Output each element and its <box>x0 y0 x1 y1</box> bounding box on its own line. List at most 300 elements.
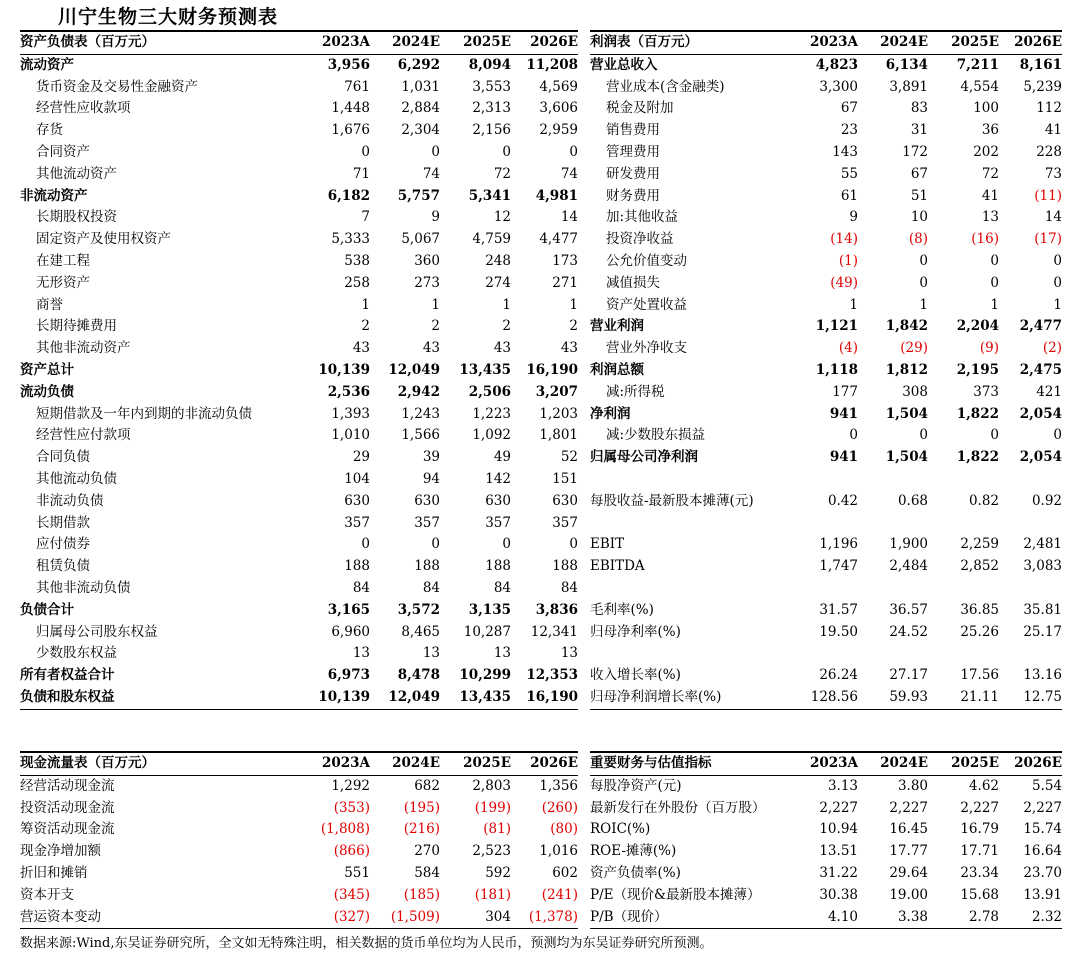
value-cell: 1,801 <box>539 427 578 444</box>
value-cell <box>858 513 928 535</box>
table-row <box>590 316 1062 338</box>
value-cell: 177 <box>832 383 858 400</box>
value-cell: 551 <box>344 864 370 881</box>
year-header: 2026E <box>511 31 578 54</box>
value-cell: 0.68 <box>897 492 928 509</box>
value-cell: (11) <box>1034 187 1062 204</box>
source-note: 数据来源:Wind,东吴证券研究所，全文如无特殊注明，相关数据的货币单位均为人民币，预测均为东吴证券研究所预测。 <box>20 936 713 951</box>
row-label: 资产总计 <box>20 361 74 378</box>
value-cell: 21.11 <box>928 687 999 709</box>
table-header-row <box>590 752 1062 775</box>
value-cell: 19.00 <box>889 886 928 903</box>
value-cell <box>800 469 858 491</box>
value-cell: 1,504 <box>885 405 928 422</box>
value-cell: (16) <box>971 231 999 248</box>
value-cell <box>999 469 1062 491</box>
value-cell: 74 <box>422 165 440 182</box>
value-cell: 7,211 <box>956 56 999 73</box>
value-cell <box>999 643 1062 665</box>
table-row <box>20 98 578 120</box>
value-cell: 83 <box>910 100 928 117</box>
value-cell: 31 <box>910 122 928 139</box>
cash-flow-table <box>20 751 578 929</box>
row-label: 长期股权投资 <box>36 209 117 226</box>
value-cell: 6,292 <box>397 56 440 73</box>
value-cell: 0 <box>361 143 370 160</box>
value-cell: 5,757 <box>397 187 440 204</box>
year-header: 2024E <box>858 31 928 54</box>
value-cell: 67 <box>840 100 858 117</box>
value-cell: (260) <box>541 799 578 816</box>
value-cell: 84 <box>352 579 370 596</box>
value-cell: (1,378) <box>511 907 578 929</box>
table-row <box>20 273 578 295</box>
row-label: 应付债券 <box>36 536 90 553</box>
year-header: 2023A <box>800 752 858 775</box>
table-row <box>590 819 1062 841</box>
value-cell: 0 <box>919 252 928 269</box>
value-cell <box>928 469 999 491</box>
row-label: 最新发行在外股份（百万股） <box>590 799 766 816</box>
value-cell: (4) <box>838 340 858 357</box>
row-label: 合同负债 <box>36 449 90 466</box>
row-label: 其他流动资产 <box>36 165 117 182</box>
table-row <box>20 142 578 164</box>
value-cell <box>858 643 928 665</box>
table-row <box>590 447 1062 469</box>
value-cell: 43 <box>422 340 440 357</box>
value-cell: 61 <box>840 187 858 204</box>
value-cell: (185) <box>403 886 440 903</box>
value-cell: 6,960 <box>331 623 370 640</box>
value-cell: 584 <box>414 864 440 881</box>
table-row <box>590 251 1062 273</box>
value-cell: 13 <box>560 645 578 662</box>
value-cell: 9 <box>431 209 440 226</box>
value-cell: 72 <box>493 165 511 182</box>
value-cell: 24.52 <box>889 623 928 640</box>
value-cell: 2,803 <box>472 777 511 794</box>
value-cell: 1,900 <box>889 536 928 553</box>
value-cell: 271 <box>552 274 578 291</box>
value-cell: (199) <box>474 799 511 816</box>
year-header: 2023A <box>302 752 370 775</box>
table-row <box>20 578 578 600</box>
value-cell: 761 <box>344 78 370 95</box>
table-row <box>590 556 1062 578</box>
row-label: 无形资产 <box>36 274 90 291</box>
row-label: 投资活动现金流 <box>20 799 115 816</box>
value-cell: 112 <box>1036 100 1062 117</box>
value-cell: (181) <box>474 886 511 903</box>
table-row <box>20 338 578 360</box>
row-label: 减:少数股东损益 <box>606 427 706 444</box>
value-cell: (327) <box>302 907 370 929</box>
value-cell: 3,606 <box>539 100 578 117</box>
value-cell: 1,196 <box>819 536 858 553</box>
table-row <box>590 77 1062 99</box>
value-cell: (1,808) <box>320 821 370 838</box>
value-cell: 26.24 <box>819 667 858 684</box>
table-row <box>590 120 1062 142</box>
value-cell: 1,118 <box>815 361 858 378</box>
row-label: P/B（现价） <box>590 907 800 929</box>
value-cell: 8,465 <box>401 623 440 640</box>
value-cell: 72 <box>981 165 999 182</box>
value-cell <box>999 513 1062 535</box>
value-cell: 188 <box>552 558 578 575</box>
value-cell <box>858 469 928 491</box>
row-label: 税金及附加 <box>606 100 674 117</box>
value-cell: 357 <box>414 514 440 531</box>
value-cell: (80) <box>550 821 578 838</box>
value-cell: 2,304 <box>401 122 440 139</box>
value-cell: 3,553 <box>472 78 511 95</box>
value-cell: 1,822 <box>956 405 999 422</box>
value-cell: (81) <box>483 821 511 838</box>
value-cell: 2 <box>431 318 440 335</box>
table-row <box>590 841 1062 863</box>
value-cell: 19.50 <box>819 623 858 640</box>
row-label: 合同资产 <box>36 143 90 160</box>
table-row <box>20 556 578 578</box>
year-header: 2025E <box>928 752 999 775</box>
value-cell: 630 <box>344 492 370 509</box>
row-label: 在建工程 <box>36 252 90 269</box>
value-cell: 29.64 <box>889 864 928 881</box>
row-label: 营业总收入 <box>590 56 658 73</box>
row-label: 长期待摊费用 <box>36 318 117 335</box>
value-cell: 3,572 <box>397 601 440 618</box>
value-cell: 16.79 <box>960 821 999 838</box>
value-cell: 27.17 <box>889 667 928 684</box>
year-header: 2026E <box>999 31 1062 54</box>
value-cell: 941 <box>829 449 858 466</box>
value-cell: 36 <box>981 122 999 139</box>
row-label: 研发费用 <box>606 165 660 182</box>
value-cell: 357 <box>552 514 578 531</box>
table-row <box>20 600 578 622</box>
value-cell: 142 <box>485 470 511 487</box>
table-row <box>590 534 1062 556</box>
table-row <box>590 491 1062 513</box>
value-cell: 173 <box>552 252 578 269</box>
row-label: 财务费用 <box>606 187 660 204</box>
table-row <box>20 469 578 491</box>
value-cell: 0 <box>1053 252 1062 269</box>
value-cell: 8,094 <box>468 56 511 73</box>
row-label: 资产处置收益 <box>606 296 687 313</box>
value-cell: 2,313 <box>472 100 511 117</box>
table-row <box>20 251 578 273</box>
table-row <box>20 360 578 382</box>
value-cell: 17.56 <box>960 667 999 684</box>
value-cell: 13 <box>352 645 370 662</box>
row-label: 公允价值变动 <box>606 252 687 269</box>
value-cell: 1,121 <box>815 318 858 335</box>
value-cell: 0 <box>569 536 578 553</box>
value-cell: 0 <box>361 536 370 553</box>
value-cell: 39 <box>422 449 440 466</box>
value-cell: 4.62 <box>968 777 999 794</box>
value-cell: 304 <box>440 907 511 929</box>
value-cell: 3.13 <box>827 777 858 794</box>
value-cell: 84 <box>560 579 578 596</box>
table-row <box>20 841 578 863</box>
value-cell: 1 <box>569 296 578 313</box>
value-cell: 188 <box>344 558 370 575</box>
value-cell: 3.38 <box>858 907 928 929</box>
table-title: 现金流量表（百万元） <box>20 752 302 775</box>
table-row <box>590 425 1062 447</box>
table-header-row <box>590 31 1062 54</box>
table-row <box>20 885 578 907</box>
value-cell: 10.94 <box>819 821 858 838</box>
row-label: 折旧和摊销 <box>20 864 88 881</box>
value-cell: 6,134 <box>885 56 928 73</box>
value-cell: 373 <box>973 383 999 400</box>
value-cell: 30.38 <box>819 886 858 903</box>
value-cell <box>928 513 999 535</box>
value-cell: 3,956 <box>327 56 370 73</box>
value-cell: 100 <box>973 100 999 117</box>
value-cell: 23.70 <box>1023 864 1062 881</box>
row-label: 商誉 <box>36 296 63 313</box>
value-cell: (17) <box>1034 231 1062 248</box>
value-cell: (29) <box>900 340 928 357</box>
value-cell: 0.92 <box>1031 492 1062 509</box>
table-row <box>590 98 1062 120</box>
table-row <box>590 382 1062 404</box>
value-cell: (1,509) <box>370 907 440 929</box>
row-label: 毛利率(%) <box>590 601 654 618</box>
value-cell: 0 <box>919 427 928 444</box>
table-row <box>590 360 1062 382</box>
value-cell: 71 <box>352 165 370 182</box>
value-cell: 14 <box>560 209 578 226</box>
year-header: 2026E <box>511 752 578 775</box>
value-cell: 16,190 <box>526 361 578 378</box>
row-label: 归属母公司净利润 <box>590 449 698 466</box>
value-cell: 2,054 <box>1019 449 1062 466</box>
row-label: 其他非流动负债 <box>36 579 131 596</box>
value-cell: 84 <box>493 579 511 596</box>
value-cell <box>999 578 1062 600</box>
value-cell: 10 <box>910 209 928 226</box>
value-cell: (866) <box>333 843 370 860</box>
value-cell: 35.81 <box>1023 601 1062 618</box>
table-row <box>590 54 1062 76</box>
value-cell: 0 <box>431 536 440 553</box>
value-cell: 13 <box>493 645 511 662</box>
value-cell: 36.85 <box>960 601 999 618</box>
value-cell: 2,481 <box>1023 536 1062 553</box>
table-row <box>590 798 1062 820</box>
value-cell: 2,227 <box>960 799 999 816</box>
value-cell: 15.74 <box>1023 821 1062 838</box>
row-label: 收入增长率(%) <box>590 667 681 684</box>
value-cell: 43 <box>352 340 370 357</box>
table-row <box>590 186 1062 208</box>
value-cell: 592 <box>485 864 511 881</box>
value-cell: 1,393 <box>331 405 370 422</box>
table-row <box>20 186 578 208</box>
table-row <box>20 513 578 535</box>
table-row <box>20 404 578 426</box>
value-cell: (49) <box>830 274 858 291</box>
value-cell: 25.26 <box>960 623 999 640</box>
table-row <box>590 578 1062 600</box>
value-cell: 15.68 <box>960 886 999 903</box>
year-header: 2024E <box>370 31 440 54</box>
row-label: 营业外净收支 <box>606 340 687 357</box>
value-cell <box>858 578 928 600</box>
value-cell: 1 <box>361 296 370 313</box>
value-cell <box>800 578 858 600</box>
table-row <box>20 54 578 76</box>
table-row <box>20 382 578 404</box>
table-row <box>590 229 1062 251</box>
value-cell: 4,554 <box>960 78 999 95</box>
value-cell: 4.10 <box>800 907 858 929</box>
year-header: 2026E <box>999 752 1062 775</box>
value-cell: 128.56 <box>800 687 858 709</box>
value-cell: 41 <box>981 187 999 204</box>
value-cell: 0 <box>1053 274 1062 291</box>
value-cell: 2,852 <box>960 558 999 575</box>
value-cell: 1,243 <box>401 405 440 422</box>
value-cell: 6,973 <box>327 667 370 684</box>
value-cell: 25.17 <box>1023 623 1062 640</box>
row-label <box>590 513 800 535</box>
table-row <box>590 207 1062 229</box>
value-cell: 3,083 <box>1023 558 1062 575</box>
value-cell: 2,484 <box>889 558 928 575</box>
value-cell: 13 <box>422 645 440 662</box>
value-cell: 5,341 <box>468 187 511 204</box>
table-title: 资产负债表（百万元） <box>20 31 302 54</box>
value-cell: 0.82 <box>968 492 999 509</box>
value-cell: 13 <box>981 209 999 226</box>
value-cell: 0 <box>1053 427 1062 444</box>
table-row <box>590 687 1062 709</box>
value-cell: 0 <box>990 252 999 269</box>
value-cell: 13,435 <box>459 361 511 378</box>
value-cell: 0 <box>919 274 928 291</box>
row-label: 投资净收益 <box>606 231 674 248</box>
value-cell: 1,092 <box>472 427 511 444</box>
table-row <box>20 316 578 338</box>
value-cell: 2 <box>569 318 578 335</box>
row-label: 资本开支 <box>20 886 74 903</box>
key-metrics-table <box>590 751 1062 929</box>
value-cell: 1 <box>502 296 511 313</box>
value-cell: 0 <box>990 274 999 291</box>
table-row <box>590 885 1062 907</box>
value-cell: 41 <box>1044 122 1062 139</box>
value-cell: 538 <box>344 252 370 269</box>
value-cell: 0 <box>502 536 511 553</box>
table-row <box>590 863 1062 885</box>
table-row <box>20 775 578 797</box>
table-row <box>20 819 578 841</box>
value-cell: 3,300 <box>819 78 858 95</box>
table-row <box>590 665 1062 687</box>
row-label: 管理费用 <box>606 143 660 160</box>
row-label: 归母净利润增长率(%) <box>590 687 800 709</box>
value-cell: (8) <box>908 231 928 248</box>
table-row <box>20 798 578 820</box>
value-cell: 2,477 <box>1019 318 1062 335</box>
value-cell: 1 <box>431 296 440 313</box>
value-cell: 4,759 <box>472 231 511 248</box>
value-cell: 36.57 <box>889 601 928 618</box>
row-label: 加:其他收益 <box>606 209 679 226</box>
value-cell: 2,884 <box>401 100 440 117</box>
row-label: 所有者权益合计 <box>20 667 115 684</box>
value-cell: 0 <box>502 143 511 160</box>
value-cell: 10,139 <box>302 687 370 709</box>
value-cell: (241) <box>541 886 578 903</box>
year-header: 2025E <box>928 31 999 54</box>
value-cell: 1 <box>1053 296 1062 313</box>
table-header-row <box>20 752 578 775</box>
value-cell: 6,182 <box>327 187 370 204</box>
row-label: 每股收益-最新股本摊薄(元) <box>590 492 754 509</box>
value-cell: 1,676 <box>331 122 370 139</box>
value-cell: 5,067 <box>401 231 440 248</box>
value-cell: 202 <box>973 143 999 160</box>
row-label: 筹资活动现金流 <box>20 821 115 838</box>
value-cell: 357 <box>485 514 511 531</box>
value-cell: 4,981 <box>535 187 578 204</box>
value-cell: 12 <box>493 209 511 226</box>
table-title: 利润表（百万元） <box>590 31 800 54</box>
table-row <box>20 77 578 99</box>
value-cell: 360 <box>414 252 440 269</box>
value-cell: 2,195 <box>956 361 999 378</box>
value-cell: 2,475 <box>1019 361 1062 378</box>
value-cell: 151 <box>552 470 578 487</box>
row-label: 负债合计 <box>20 601 74 618</box>
value-cell: 1,016 <box>539 843 578 860</box>
row-label: 负债和股东权益 <box>20 687 302 709</box>
value-cell <box>928 643 999 665</box>
row-label: 净利润 <box>590 405 631 422</box>
value-cell: 8,161 <box>1019 56 1062 73</box>
value-cell: 3,135 <box>468 601 511 618</box>
value-cell: 1,010 <box>331 427 370 444</box>
value-cell: 3,891 <box>889 78 928 95</box>
row-label: 利润总额 <box>590 361 644 378</box>
year-header: 2023A <box>302 31 370 54</box>
value-cell: 2,942 <box>397 383 440 400</box>
value-cell: 17.71 <box>960 843 999 860</box>
value-cell: 13,435 <box>440 687 511 709</box>
table-row <box>590 907 1062 929</box>
value-cell: 51 <box>910 187 928 204</box>
value-cell: 2 <box>361 318 370 335</box>
value-cell: 1,822 <box>956 449 999 466</box>
value-cell: 10,299 <box>459 667 511 684</box>
value-cell: (9) <box>979 340 999 357</box>
value-cell: 2,204 <box>956 318 999 335</box>
row-label: 其他非流动资产 <box>36 340 131 357</box>
value-cell: 12,049 <box>370 687 440 709</box>
balance-sheet-table <box>20 30 578 710</box>
value-cell: 1,504 <box>885 449 928 466</box>
table-row <box>590 643 1062 665</box>
